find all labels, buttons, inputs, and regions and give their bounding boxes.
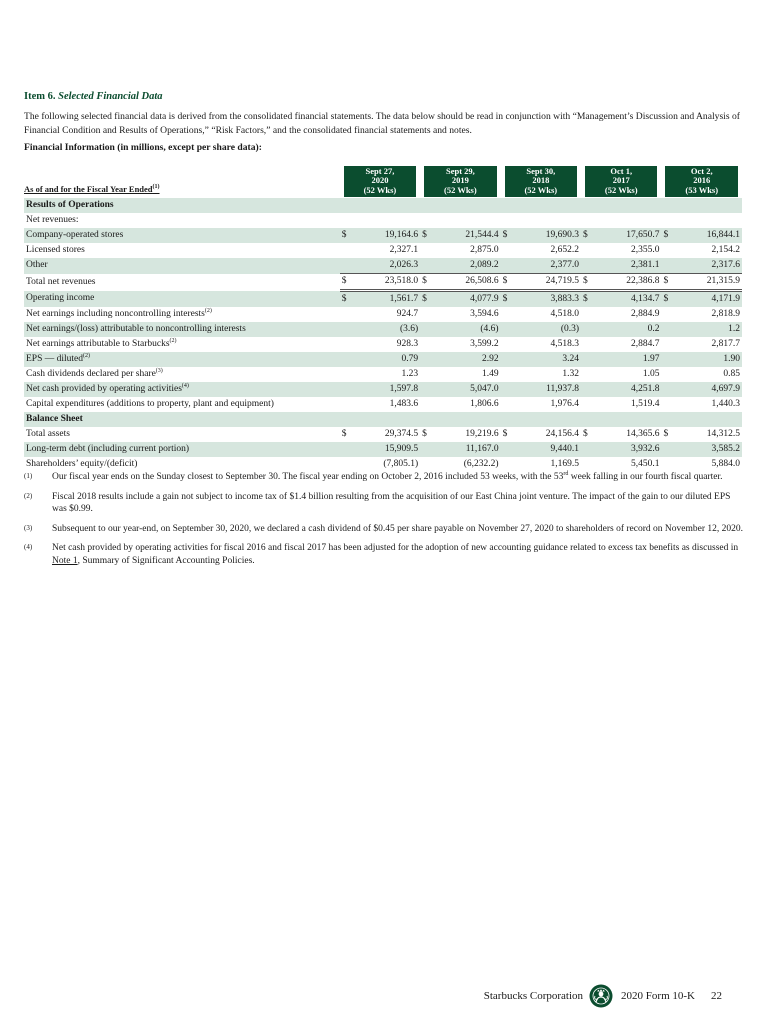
selected-financial-data-table — [24, 164, 742, 472]
table-row: Licensed stores 2,327.1 2,875.0 2,652.2 2,355.0 2,154.2 — [26, 245, 740, 255]
table-row: Total assets $ 29,374.5 $ 19,219.6 $ 24,156.4 $ 14,365.6 $ 14,312.5 — [26, 429, 740, 439]
footer-form: 2020 Form 10-K — [621, 990, 695, 1002]
intro-paragraph: The following selected financial data is derived from the consolidated financial statements. The data below should be read in conjunction with “Management’s Discussion and Analysis of Financial Condition and Results of Operations,” “Risk Factors,” and the consolidated financial statements and notes. — [24, 111, 740, 136]
table-header-row — [24, 164, 742, 198]
table-row: Net earnings/(loss) attributable to noncontrolling interests (3.6) (4.6) (0.3) 0.2 1.2 — [24, 322, 742, 337]
column-header: Oct 1, 2017 (52 Wks) — [581, 164, 661, 198]
table-row: Cash dividends declared per share$^{(3)}$ 1.23 1.49 1.32 1.05 0.85 — [26, 367, 740, 379]
footnote: (2) Fiscal 2018 results include a gain not subject to income tax of $1.4 billion resulting from the acquisition of our East China joint venture. The impact of the gain to our diluted EPS was $0.99. — [24, 491, 731, 514]
financial-info-heading: Financial Information (in millions, except per share data): — [24, 142, 262, 153]
table-row: Shareholders’ equity/(deficit) (7,805.1) (6,232.2) 1,169.5 5,450.1 5,884.0 — [26, 459, 740, 469]
table-row: Net earnings including noncontrolling interests$^{(2)}$ 924.7 3,594.6 4,518.0 2,884.9 2,818.9 — [26, 307, 740, 319]
footnote: (4) Net cash provided by operating activities for fiscal 2016 and fiscal 2017 has been adjusted for the adoption of new accounting guidance related to excess tax benefits as discussed in Note 1, Summary of Significant Accounting Policies. — [24, 543, 739, 566]
footnotes — [24, 471, 744, 574]
column-header: Oct 2, 2016 (53 Wks) — [661, 164, 742, 198]
table-row: Capital expenditures (additions to property, plant and equipment) 1,483.6 1,806.6 1,976.4 1,519.4 1,440.3 — [26, 399, 740, 409]
footnote: (3) Subsequent to our year-end, on September 30, 2020, we declared a cash dividend of $0.45 per share payable on November 27, 2020 to shareholders of record on November 12, 2020. — [24, 523, 743, 534]
table-row: Long-term debt (including current portion) 15,909.5 11,167.0 9,440.1 3,932.6 3,585.2 — [24, 442, 742, 457]
note-1-link[interactable]: Note 1 — [52, 555, 78, 566]
table-row: Other 2,026.3 2,089.2 2,377.0 2,381.1 2,317.6 — [24, 258, 742, 274]
section-row-balance: Balance Sheet — [24, 412, 742, 427]
column-header: Sept 27, 2020 (52 Wks) — [340, 164, 420, 198]
table-row: Net cash provided by operating activities$^{(4)}$ 1,597.8 5,047.0 11,937.8 4,251.8 4,697.9 — [24, 382, 742, 397]
table-row: Net earnings attributable to Starbucks$^{(2)}$ 928.3 3,599.2 4,518.3 2,884.7 2,817.7 — [26, 337, 740, 349]
starbucks-siren-logo-icon — [589, 984, 613, 1008]
page-footer — [484, 984, 722, 1008]
footer-company: Starbucks Corporation — [483, 990, 584, 1002]
page-number: 22 — [711, 990, 722, 1002]
section-title — [24, 91, 163, 102]
table-row: Operating income $ 1,561.7 $ 4,077.9 $ 3,883.3 $ 4,134.7 $ 4,171.9 — [24, 291, 742, 308]
header-label: As of and for the Fiscal Year Ended$^{(1)}$ — [24, 184, 160, 194]
table-row: EPS — diluted$^{(2)}$ 0.79 2.92 3.24 1.97 1.90 — [24, 352, 742, 367]
item-number: Item 6. — [24, 91, 56, 102]
section-row-results: Results of Operations — [24, 198, 742, 213]
table-row: Net revenues: — [26, 215, 79, 225]
item-title: Selected Financial Data — [58, 91, 163, 102]
footnote: (1) Our fiscal year ends on the Sunday closest to September 30. The fiscal year ending on October 2, 2016 included 53 weeks, with the 53rd week falling in our fourth fiscal quarter. — [24, 470, 723, 482]
column-header: Sept 29, 2019 (52 Wks) — [420, 164, 500, 198]
column-header: Sept 30, 2018 (52 Wks) — [501, 164, 581, 198]
table-row: Company-operated stores $ 19,164.6 $ 21,544.4 $ 19,690.3 $ 17,650.7 $ 16,844.1 — [24, 228, 742, 243]
table-row-total: Total net revenues $ 23,518.0 $ 26,508.6 $ 24,719.5 $ 22,386.8 $ 21,315.9 — [24, 274, 742, 291]
